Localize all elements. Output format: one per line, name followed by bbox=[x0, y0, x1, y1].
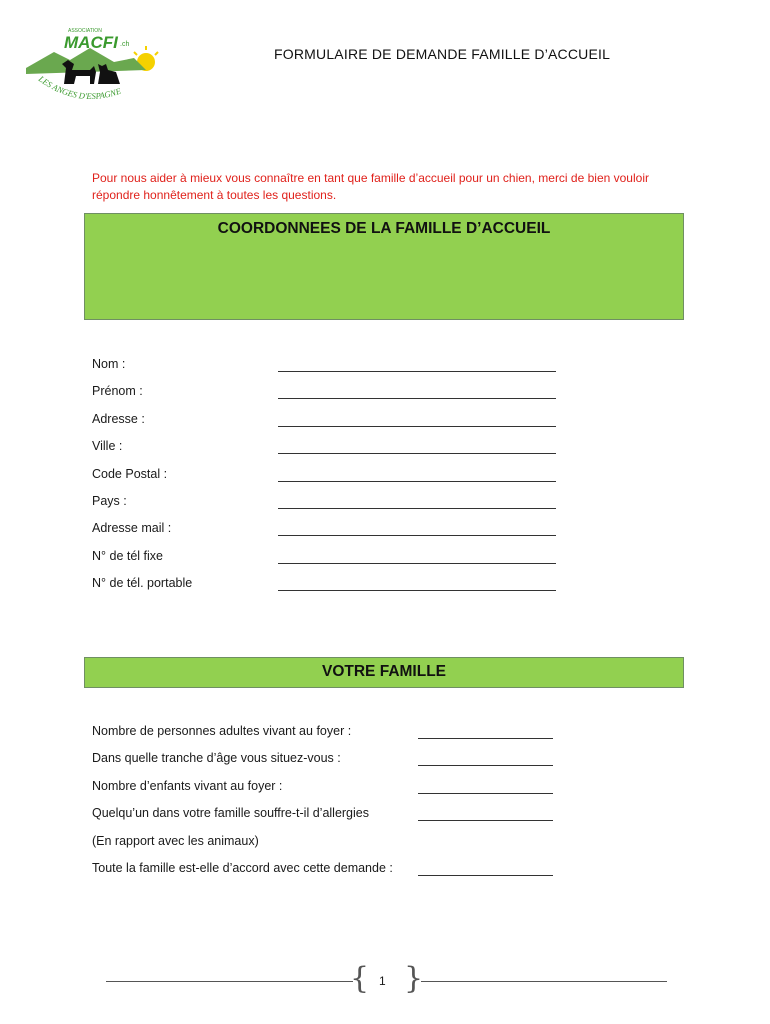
fill-in-line[interactable] bbox=[278, 426, 556, 427]
question-row bbox=[92, 779, 572, 806]
field-row bbox=[92, 357, 572, 384]
fill-in-line[interactable] bbox=[278, 563, 556, 564]
field-label: N° de tél. portable bbox=[92, 576, 193, 591]
page-number: 1 bbox=[379, 974, 386, 988]
footer-rule-left bbox=[106, 981, 353, 982]
field-row bbox=[92, 412, 572, 439]
question-row bbox=[92, 834, 572, 861]
macfi-logo bbox=[24, 22, 160, 108]
field-label: Pays : bbox=[92, 493, 127, 508]
fill-in-line[interactable] bbox=[278, 508, 556, 509]
field-row bbox=[92, 467, 572, 494]
logo-name: MACFI bbox=[64, 33, 118, 52]
fill-in-line[interactable] bbox=[278, 453, 556, 454]
field-label: Ville : bbox=[92, 439, 123, 454]
fill-in-line[interactable] bbox=[418, 820, 553, 821]
fill-in-line[interactable] bbox=[418, 765, 553, 766]
question-label: Dans quelle tranche d’âge vous situez-vous : bbox=[92, 751, 341, 766]
intro-text: Pour nous aider à mieux vous connaître en tant que famille d’accueil pour un chien, merci de bien vouloir répondre honnêtement à toutes les questions. bbox=[92, 171, 649, 202]
section-title: VOTRE FAMILLE bbox=[322, 663, 446, 680]
famille-questions bbox=[92, 724, 572, 888]
field-label: Nom : bbox=[92, 357, 126, 371]
field-label: Adresse mail : bbox=[92, 521, 172, 536]
fill-in-line[interactable] bbox=[278, 481, 556, 482]
field-label: N° de tél fixe bbox=[92, 548, 164, 563]
question-row bbox=[92, 861, 572, 888]
question-label: (En rapport avec les animaux) bbox=[92, 833, 259, 848]
section-coordonnees bbox=[84, 213, 684, 320]
logo-suffix: .ch bbox=[120, 41, 130, 48]
field-row bbox=[92, 576, 572, 603]
document-title: FORMULAIRE DE DEMANDE FAMILLE D’ACCUEIL bbox=[274, 46, 611, 62]
field-row bbox=[92, 439, 572, 466]
fill-in-line[interactable] bbox=[418, 738, 553, 739]
question-label: Quelqu’un dans votre famille souffre-t-il d’allergies bbox=[92, 806, 369, 821]
field-label: Prénom : bbox=[92, 384, 143, 399]
section-votre-famille bbox=[84, 657, 684, 688]
question-row bbox=[92, 724, 572, 751]
field-label: Adresse : bbox=[92, 411, 145, 426]
question-label: Nombre d’enfants vivant au foyer : bbox=[92, 778, 283, 793]
field-row bbox=[92, 521, 572, 548]
logo-arc-text: LES ANGES D'ESPAGNE bbox=[36, 73, 123, 102]
field-row bbox=[92, 549, 572, 576]
fill-in-line[interactable] bbox=[418, 793, 553, 794]
question-row bbox=[92, 806, 572, 833]
coordonnees-fields bbox=[92, 357, 572, 604]
brace-left-icon: { bbox=[350, 961, 370, 996]
fill-in-line[interactable] bbox=[418, 875, 553, 876]
section-title: COORDONNEES DE LA FAMILLE D’ACCUEIL bbox=[217, 220, 551, 237]
brace-right-icon: } bbox=[404, 961, 424, 996]
fill-in-line[interactable] bbox=[278, 371, 556, 372]
logo-tagline: ASSOCIATION bbox=[68, 28, 102, 34]
fill-in-line[interactable] bbox=[278, 535, 556, 536]
question-label: Nombre de personnes adultes vivant au foyer : bbox=[92, 724, 352, 738]
field-row bbox=[92, 494, 572, 521]
field-row bbox=[92, 384, 572, 411]
fill-in-line[interactable] bbox=[278, 590, 556, 591]
question-label: Toute la famille est-elle d’accord avec cette demande : bbox=[92, 860, 393, 875]
footer-rule-right bbox=[421, 981, 667, 982]
field-label: Code Postal : bbox=[92, 466, 168, 481]
question-row bbox=[92, 751, 572, 778]
fill-in-line[interactable] bbox=[278, 398, 556, 399]
